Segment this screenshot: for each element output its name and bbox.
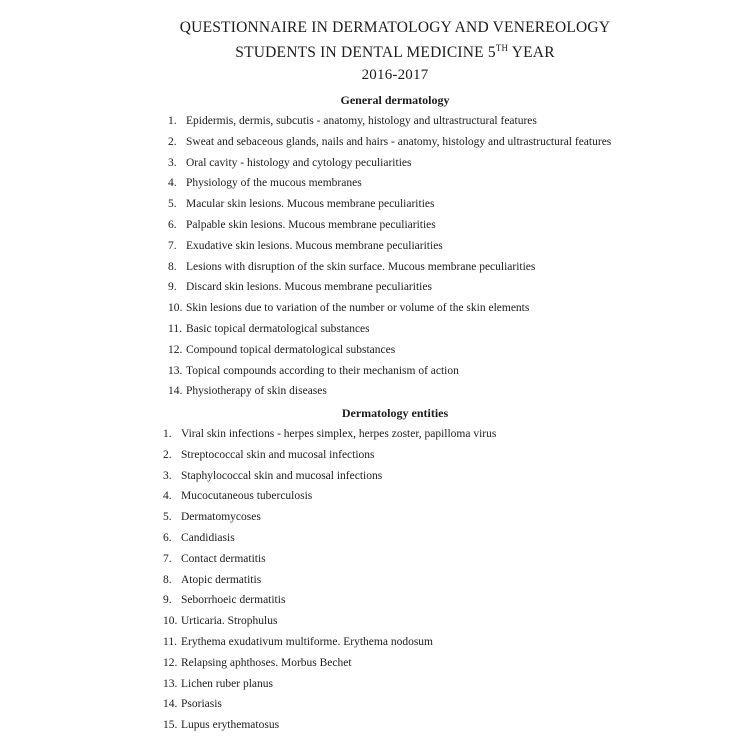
item-number: 8. — [168, 260, 177, 273]
list-item — [168, 342, 395, 358]
list-item — [168, 113, 537, 129]
item-text: Exudative skin lesions. Mucous membrane peculiarities — [186, 239, 443, 252]
item-number: 8. — [163, 573, 172, 586]
item-text: Topical compounds according to their mechanism of action — [186, 364, 459, 377]
item-text: Candidiasis — [181, 532, 235, 544]
list-item — [168, 175, 362, 191]
list-item — [163, 655, 352, 671]
list-item — [163, 676, 273, 692]
item-number: 7. — [168, 239, 177, 252]
item-text: Atopic dermatitis — [181, 573, 262, 586]
list-item — [163, 592, 285, 608]
item-text: Lichen ruber planus — [181, 677, 273, 690]
item-text: Viral skin infections - herpes simplex, herpes zoster, papilloma virus — [181, 428, 497, 440]
item-text: Urticaria. Strophulus — [181, 615, 278, 628]
item-text: Psoriasis — [181, 698, 222, 711]
item-number: 2. — [163, 448, 172, 461]
list-item — [163, 509, 261, 525]
list-item — [163, 530, 235, 546]
item-number: 7. — [163, 552, 172, 565]
list-item — [168, 259, 535, 275]
list-item — [168, 134, 611, 150]
item-text: Streptococcal skin and mucosal infections — [181, 448, 375, 461]
list-item — [163, 447, 375, 463]
list-item — [168, 196, 434, 212]
list-item — [168, 217, 436, 233]
item-text: Contact dermatitis — [181, 552, 266, 565]
item-text: Dermatomycoses — [181, 511, 261, 524]
list-item — [163, 488, 312, 504]
list-item — [168, 238, 443, 254]
item-number: 13. — [168, 364, 183, 377]
item-text: Relapsing aphthoses. Morbus Bechet — [181, 656, 352, 669]
item-text: Staphylococcal skin and mucosal infections — [181, 469, 383, 482]
list-item — [163, 634, 433, 650]
list-item — [163, 696, 222, 712]
item-number: 1. — [168, 115, 177, 127]
item-text: Epidermis, dermis, subcutis - anatomy, histology and ultrastructural features — [186, 115, 537, 127]
subtitle-main: STUDENTS IN DENTAL MEDICINE 5 — [235, 44, 496, 62]
list-item — [168, 155, 411, 171]
list-item — [168, 383, 327, 399]
item-text: Sweat and sebaceous glands, nails and hairs - anatomy, histology and ultrastructural features — [186, 135, 612, 148]
item-number: 15. — [163, 719, 178, 732]
list-item — [168, 279, 432, 295]
list-item — [168, 363, 459, 379]
item-text: Skin lesions due to variation of the number or volume of the skin elements — [186, 302, 530, 315]
academic-year: 2016-2017 — [361, 67, 429, 83]
item-number: 1. — [163, 428, 172, 440]
item-text: Basic topical dermatological substances — [186, 323, 370, 335]
document-subtitle — [0, 43, 750, 62]
item-text: Erythema exudativum multiforme. Erythema nodosum — [181, 636, 433, 648]
section-heading-entities: Dermatology entities — [341, 406, 449, 420]
item-number: 5. — [163, 511, 172, 524]
item-text: Seborrhoeic dermatitis — [181, 594, 286, 607]
item-number: 4. — [163, 490, 172, 503]
section-heading-general: General dermatology — [340, 93, 450, 107]
list-item — [163, 551, 266, 567]
item-number: 2. — [168, 135, 177, 148]
item-number: 3. — [168, 156, 177, 169]
item-number: 5. — [168, 198, 177, 211]
item-text: Macular skin lesions. Mucous membrane peculiarities — [186, 198, 435, 211]
item-text: Physiotherapy of skin diseases — [186, 385, 327, 398]
item-number: 11. — [163, 636, 177, 648]
subtitle-end: YEAR — [508, 44, 555, 62]
item-number: 10. — [163, 615, 178, 628]
item-text: Physiology of the mucous membranes — [186, 177, 362, 190]
item-number: 14. — [163, 698, 178, 711]
item-text: Mucocutaneous tuberculosis — [181, 490, 313, 503]
item-number: 12. — [163, 656, 178, 669]
item-number: 9. — [163, 594, 172, 607]
item-number: 9. — [168, 281, 177, 294]
item-text: Oral cavity - histology and cytology peculiarities — [186, 156, 412, 169]
item-number: 14. — [168, 385, 183, 398]
list-item — [163, 717, 279, 733]
item-number: 12. — [168, 343, 183, 356]
list-item — [168, 321, 370, 337]
item-number: 6. — [168, 219, 177, 231]
item-text: Lesions with disruption of the skin surface. Mucous membrane peculiarities — [186, 260, 536, 273]
item-text: Discard skin lesions. Mucous membrane peculiarities — [186, 281, 432, 294]
document-title: QUESTIONNAIRE IN DERMATOLOGY AND VENEREOLOGY — [179, 19, 611, 36]
item-text: Compound topical dermatological substances — [186, 343, 396, 356]
list-item — [163, 613, 277, 629]
item-number: 13. — [163, 677, 178, 690]
item-number: 6. — [163, 532, 172, 544]
subtitle-superscript: TH — [495, 43, 509, 53]
list-item — [168, 300, 529, 316]
item-text: Palpable skin lesions. Mucous membrane peculiarities — [186, 219, 436, 231]
item-number: 3. — [163, 469, 172, 482]
item-number: 11. — [168, 323, 182, 335]
list-item — [163, 572, 261, 588]
list-item — [163, 468, 382, 484]
item-number: 4. — [168, 177, 177, 190]
item-number: 10. — [168, 302, 183, 315]
item-text: Lupus erythematosus — [181, 719, 280, 732]
list-item — [163, 426, 496, 442]
